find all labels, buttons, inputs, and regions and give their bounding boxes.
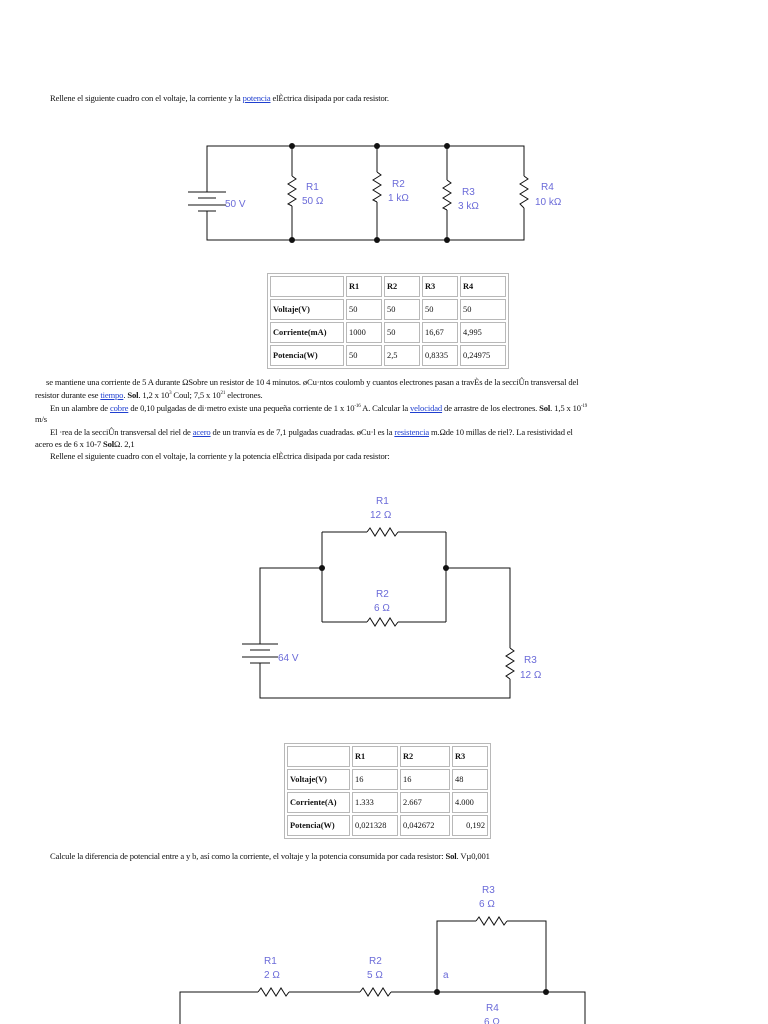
table-cell: 50 [346, 345, 382, 366]
table-cell: 0,042672 [400, 815, 450, 836]
c3-node-a: a [443, 970, 449, 981]
c3-r1-label: R1 [264, 956, 277, 967]
link-cobre[interactable]: cobre [109, 403, 129, 413]
problem-text: Ω. 2,1 [113, 439, 135, 449]
c2-r1-label: R1 [376, 496, 389, 507]
c2-r2-label: R2 [376, 589, 389, 600]
table-cell: 50 [346, 299, 382, 320]
link-velocidad[interactable]: velocidad [410, 403, 443, 413]
problem-text: A. Calcular la [360, 403, 410, 413]
problem-text: electrones. [225, 390, 263, 400]
c3-r3-value: 6 Ω [479, 899, 495, 910]
table-cell: 16,67 [422, 322, 458, 343]
link-tiempo[interactable]: tiempo [100, 390, 124, 400]
problem-text: de un tranvía es de 7,1 pulgadas cuadradas. øCu·l es la [210, 427, 395, 437]
link-resistencia[interactable]: resistencia [394, 427, 429, 437]
problem-text: . [123, 390, 128, 400]
r1-value: 50 Ω [302, 196, 324, 207]
r4-value: 10 kΩ [535, 197, 562, 208]
table-cell: 0,192 [452, 815, 488, 836]
row-label: Voltaje(V) [287, 769, 350, 790]
row-label: Potencia(W) [270, 345, 344, 366]
intro-text-end: elÈctrica disipada por cada resistor. [270, 93, 389, 103]
problem-text: . 1,5 x 10 [550, 403, 581, 413]
problem-text: acero es de 6 x 10-7 [35, 439, 103, 449]
table-cell: 50 [422, 299, 458, 320]
r4-label: R4 [541, 182, 554, 193]
problem-text: m/s [35, 414, 47, 424]
solution-label: Sol [539, 403, 551, 413]
exponent: 21 [220, 391, 226, 396]
table-header-cell: R3 [452, 746, 488, 767]
table-cell: 0,24975 [460, 345, 506, 366]
solution-label: Sol [102, 439, 114, 449]
problem-text: Coul; 7,5 x 10 [171, 390, 221, 400]
problem-text: resistor durante ese [35, 390, 101, 400]
link-potencia[interactable]: potencia [242, 93, 271, 103]
link-acero[interactable]: acero [192, 427, 211, 437]
c2-source-label: 64 V [278, 653, 299, 664]
table-header-cell: R3 [422, 276, 458, 297]
table-cell: 16 [352, 769, 398, 790]
table-cell: 50 [460, 299, 506, 320]
exponent: -19 [580, 404, 588, 409]
intro-text: Calcule la diferencia de potencial entre a y b, así como la corriente, el voltaje y la potencia consumida por cada resistor: [50, 851, 446, 861]
table-header-cell: R1 [352, 746, 398, 767]
intro-text-end: . Vµ0,001 [456, 851, 490, 861]
c2-r3-value: 12 Ω [520, 670, 542, 681]
c2-r1-value: 12 Ω [370, 510, 392, 521]
c2-r3-label: R3 [524, 655, 537, 666]
table-cell: 2.667 [400, 792, 450, 813]
table-cell: 0,021328 [352, 815, 398, 836]
table-cell: 16 [400, 769, 450, 790]
row-label: Corriente(mA) [270, 322, 344, 343]
exponent: -16 [354, 404, 361, 409]
intro-text: Rellene el siguiente cuadro con el voltaje, la corriente y la [50, 93, 243, 103]
problem-text: de 0,10 pulgadas de di·metro existe una pequeña corriente de 1 x 10 [128, 403, 355, 413]
c3-r4-label: R4 [486, 1003, 499, 1014]
c3-r3-label: R3 [482, 885, 495, 896]
source-label-1: 50 V [225, 199, 246, 210]
table-header-cell: R2 [400, 746, 450, 767]
table-header-cell: R2 [384, 276, 420, 297]
table-cell: 50 [384, 322, 420, 343]
problem-text: En un alambre de [50, 403, 110, 413]
c3-r4-value: 6 Ω [484, 1017, 500, 1024]
problem-text: m.Ωde 10 millas de riel?. La resistividad el [428, 427, 573, 437]
solution-label: Sol [127, 390, 139, 400]
problem-text: . 1,2 x 10 [138, 390, 170, 400]
c2-r2-value: 6 Ω [374, 603, 390, 614]
table-header-cell: R4 [460, 276, 506, 297]
c3-r2-value: 5 Ω [367, 970, 383, 981]
c3-r1-value: 2 Ω [264, 970, 280, 981]
problem-text: Rellene el siguiente cuadro con el voltaje, la corriente y la potencia elÈctrica disipada por cada resistor: [50, 451, 390, 461]
solution-label: Sol [445, 851, 457, 861]
table-cell: 1000 [346, 322, 382, 343]
row-label: Voltaje(V) [270, 299, 344, 320]
table-cell: 1.333 [352, 792, 398, 813]
problem-text: de arrastre de los electrones. [442, 403, 540, 413]
problem-text: se mantiene una corriente de 5 A durante ΩSobre un resistor de 10 4 minutos. øCu·ntos coulomb y cuantos electrones pasan a travÈs de la secciÛn transversal del [46, 377, 579, 387]
table-cell: 2,5 [384, 345, 420, 366]
r3-label: R3 [462, 187, 475, 198]
row-label: Corriente(A) [287, 792, 350, 813]
table-cell: 48 [452, 769, 488, 790]
table-cell: 4,995 [460, 322, 506, 343]
row-label: Potencia(W) [287, 815, 350, 836]
table-cell: 4.000 [452, 792, 488, 813]
r1-label: R1 [306, 182, 319, 193]
problem-text: El ·rea de la secciÛn transversal del riel de [50, 427, 193, 437]
table-cell: 0,8335 [422, 345, 458, 366]
r3-value: 3 kΩ [458, 201, 479, 212]
r2-value: 1 kΩ [388, 193, 409, 204]
c3-r2-label: R2 [369, 956, 382, 967]
exponent: 3 [169, 391, 172, 396]
r2-label: R2 [392, 179, 405, 190]
table-header-cell: R1 [346, 276, 382, 297]
table-cell: 50 [384, 299, 420, 320]
